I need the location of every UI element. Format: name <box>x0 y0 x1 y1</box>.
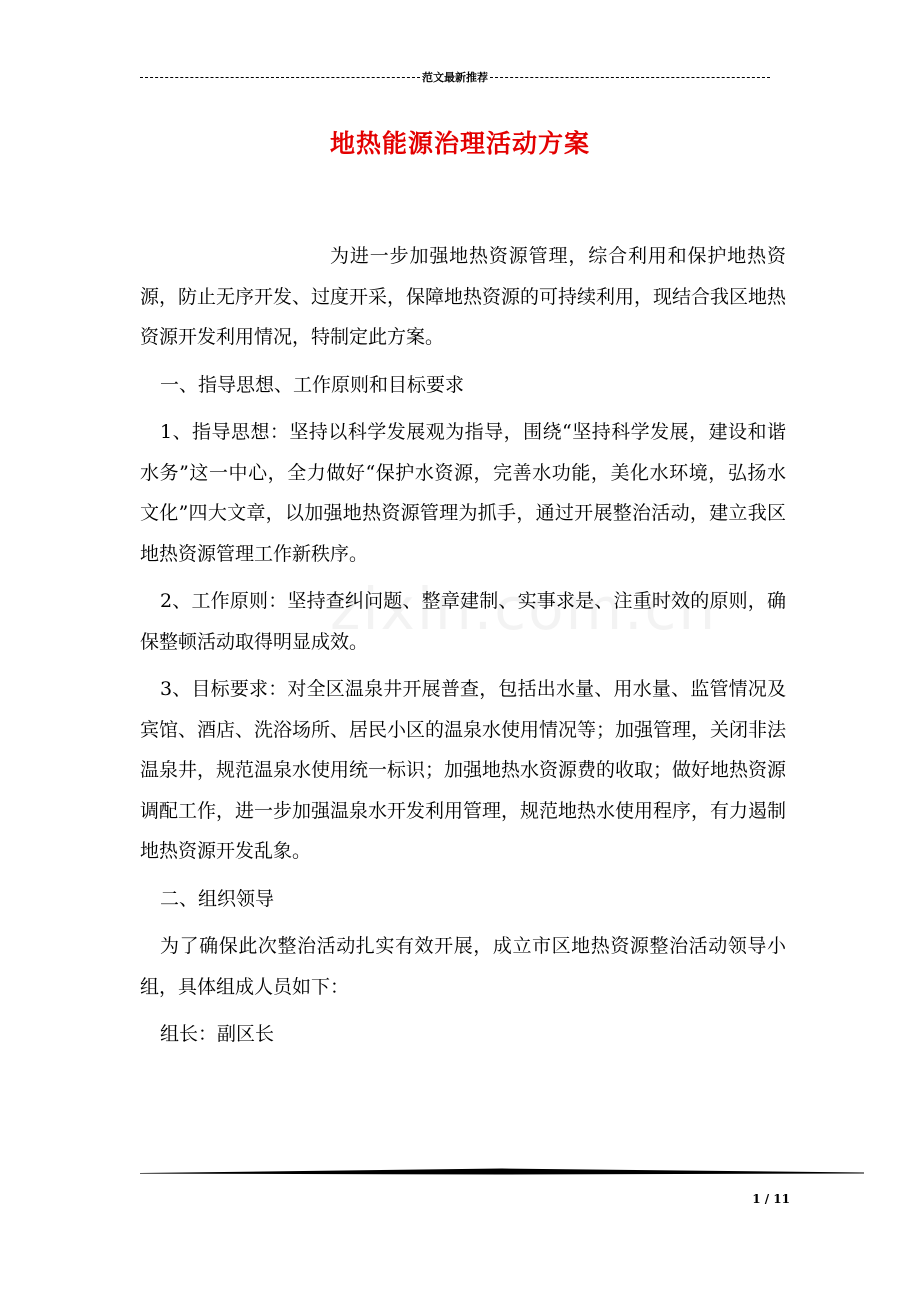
section-heading: 一、指导思想、工作原则和目标要求 <box>160 373 465 396</box>
header-dash-right <box>490 77 770 78</box>
page-number: 1 / 11 <box>752 1192 790 1206</box>
paragraph: 3、目标要求：对全区温泉井开展普查，包括出水量、用水量、监管情况及宾馆、酒店、洗浴场所、居民小区的温泉水使用情况等；加强管理，关闭非法温泉井，规范温泉水使用统一标识；加强地热水资源费的收取；做好地热资源调配工作，进一步加强温泉水开发利用管理，规范地热水使用程序，有力遏制地热资源开发乱象。 <box>140 678 787 862</box>
page-header <box>140 68 770 86</box>
paragraph: 为进一步加强地热资源管理，综合利用和保护地热资源，防止无序开发、过度开采，保障地热资源的可持续利用，现结合我区地热资源开发利用情况，特制定此方案。 <box>140 245 787 348</box>
footer-rule <box>140 1168 864 1175</box>
paragraph: 1、指导思想：坚持以科学发展观为指导，围绕“坚持科学发展，建设和谐水务”这一中心，全力做好“保护水资源，完善水功能，美化水环境，弘扬水文化”四大文章，以加强地热资源管理为抓手，通过开展整治活动，建立我区地热资源管理工作新秩序。 <box>140 421 786 565</box>
header-label: 范文最新推荐 <box>422 71 488 84</box>
document-title: 地热能源治理活动方案 <box>329 129 590 158</box>
header-dash-left <box>140 77 420 78</box>
document-body <box>140 236 786 1062</box>
section-heading: 二、组织领导 <box>160 887 275 910</box>
paragraph: 2、工作原则：坚持查纠问题、整章建制、实事求是、注重时效的原则，确保整顿活动取得明显成效。 <box>140 590 786 653</box>
paragraph: 为了确保此次整治活动扎实有效开展，成立市区地热资源整治活动领导小组，具体组成人员如下： <box>140 935 786 998</box>
paragraph: 组长：副区长 <box>160 1023 275 1045</box>
